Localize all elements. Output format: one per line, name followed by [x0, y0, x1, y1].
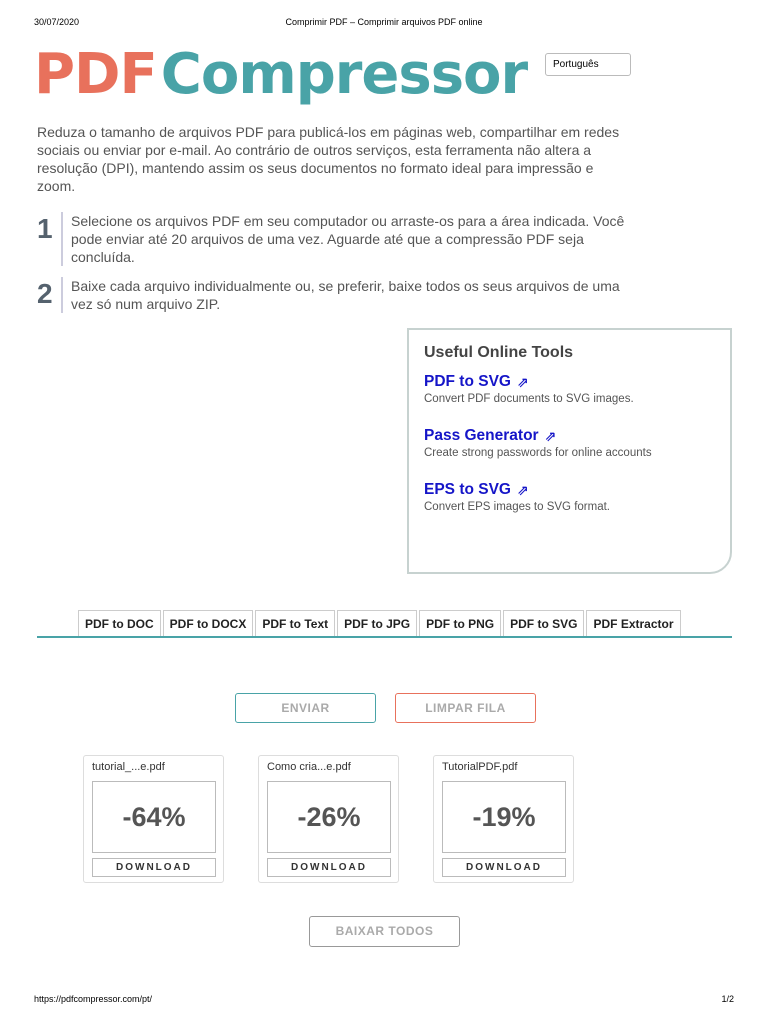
print-url: https://pdfcompressor.com/pt/	[34, 994, 153, 1004]
file-name: TutorialPDF.pdf	[442, 761, 518, 773]
clear-queue-button[interactable]: LIMPAR FILA	[395, 693, 536, 723]
download-button[interactable]: DOWNLOAD	[267, 858, 391, 877]
tool-name: Pass Generator	[424, 427, 539, 444]
file-card	[258, 755, 399, 883]
step-number: 1	[37, 213, 53, 244]
tool-name: PDF to SVG	[424, 373, 511, 390]
intro-text: Reduza o tamanho de arquivos PDF para publicá-los em páginas web, compartilhar em redes sociais ou enviar por e-mail. Ao contrário de outros serviços, esta ferramenta não altera a resolução (DPI), mantendo assim os seus documentos no formato ideal para impressão e zoom.	[37, 124, 620, 194]
tool-description: Convert PDF documents to SVG images.	[424, 393, 634, 405]
step-1	[37, 212, 633, 266]
tool-description: Convert EPS images to SVG format.	[424, 501, 610, 513]
compression-result: -26%	[267, 781, 391, 853]
download-button[interactable]: DOWNLOAD	[92, 858, 216, 877]
compression-result: -19%	[442, 781, 566, 853]
tab-pdf-to-doc[interactable]: PDF to DOC	[78, 610, 161, 638]
tab-pdf-to-jpg[interactable]: PDF to JPG	[337, 610, 417, 638]
tool-item	[424, 373, 715, 405]
step-text: Selecione os arquivos PDF em seu computador ou arraste-os para a área indicada. Você pode enviar até 20 arquivos de uma vez. Aguarde até que a compressão PDF seja concluída.	[61, 212, 633, 266]
print-title: Comprimir PDF – Comprimir arquivos PDF online	[285, 17, 483, 27]
tool-link-pdf-to-svg[interactable]	[424, 373, 715, 391]
download-all-button[interactable]: BAIXAR TODOS	[309, 916, 460, 947]
tools-title: Useful Online Tools	[424, 344, 574, 361]
tool-item	[424, 481, 715, 513]
tool-description: Create strong passwords for online accounts	[424, 447, 652, 459]
useful-tools-panel	[407, 328, 732, 574]
logo-pdf: PDF	[34, 42, 157, 107]
tool-link-pass-generator[interactable]	[424, 427, 715, 445]
compression-result: -64%	[92, 781, 216, 853]
tab-pdf-to-docx[interactable]: PDF to DOCX	[163, 610, 254, 638]
upload-button[interactable]: ENVIAR	[235, 693, 376, 723]
tool-link-eps-to-svg[interactable]	[424, 481, 715, 499]
tab-pdf-to-text[interactable]: PDF to Text	[255, 610, 335, 638]
tab-pdf-to-svg[interactable]: PDF to SVG	[503, 610, 584, 638]
step-number: 2	[37, 278, 53, 309]
language-select[interactable]: Português	[545, 53, 631, 76]
external-arrow-icon: ⇗	[517, 481, 529, 498]
print-date: 30/07/2020	[34, 17, 80, 27]
logo-compressor: Compressor	[160, 42, 528, 107]
tabs-divider	[37, 636, 732, 638]
tab-pdf-extractor[interactable]: PDF Extractor	[586, 610, 680, 638]
file-name: tutorial_...e.pdf	[92, 761, 165, 773]
print-page-number: 1/2	[721, 994, 734, 1004]
step-2	[37, 277, 633, 313]
tool-name: EPS to SVG	[424, 481, 511, 498]
external-arrow-icon: ⇗	[516, 373, 529, 390]
site-logo[interactable]	[34, 40, 527, 110]
file-name: Como cria...e.pdf	[267, 761, 351, 773]
file-card	[433, 755, 574, 883]
step-text: Baixe cada arquivo individualmente ou, se preferir, baixe todos os seus arquivos de uma vez só num arquivo ZIP.	[61, 277, 633, 313]
tool-tabs	[78, 610, 681, 638]
file-card	[83, 755, 224, 883]
external-arrow-icon: ⇗	[544, 427, 557, 444]
download-button[interactable]: DOWNLOAD	[442, 858, 566, 877]
tool-item	[424, 427, 715, 459]
tab-pdf-to-png[interactable]: PDF to PNG	[419, 610, 501, 638]
